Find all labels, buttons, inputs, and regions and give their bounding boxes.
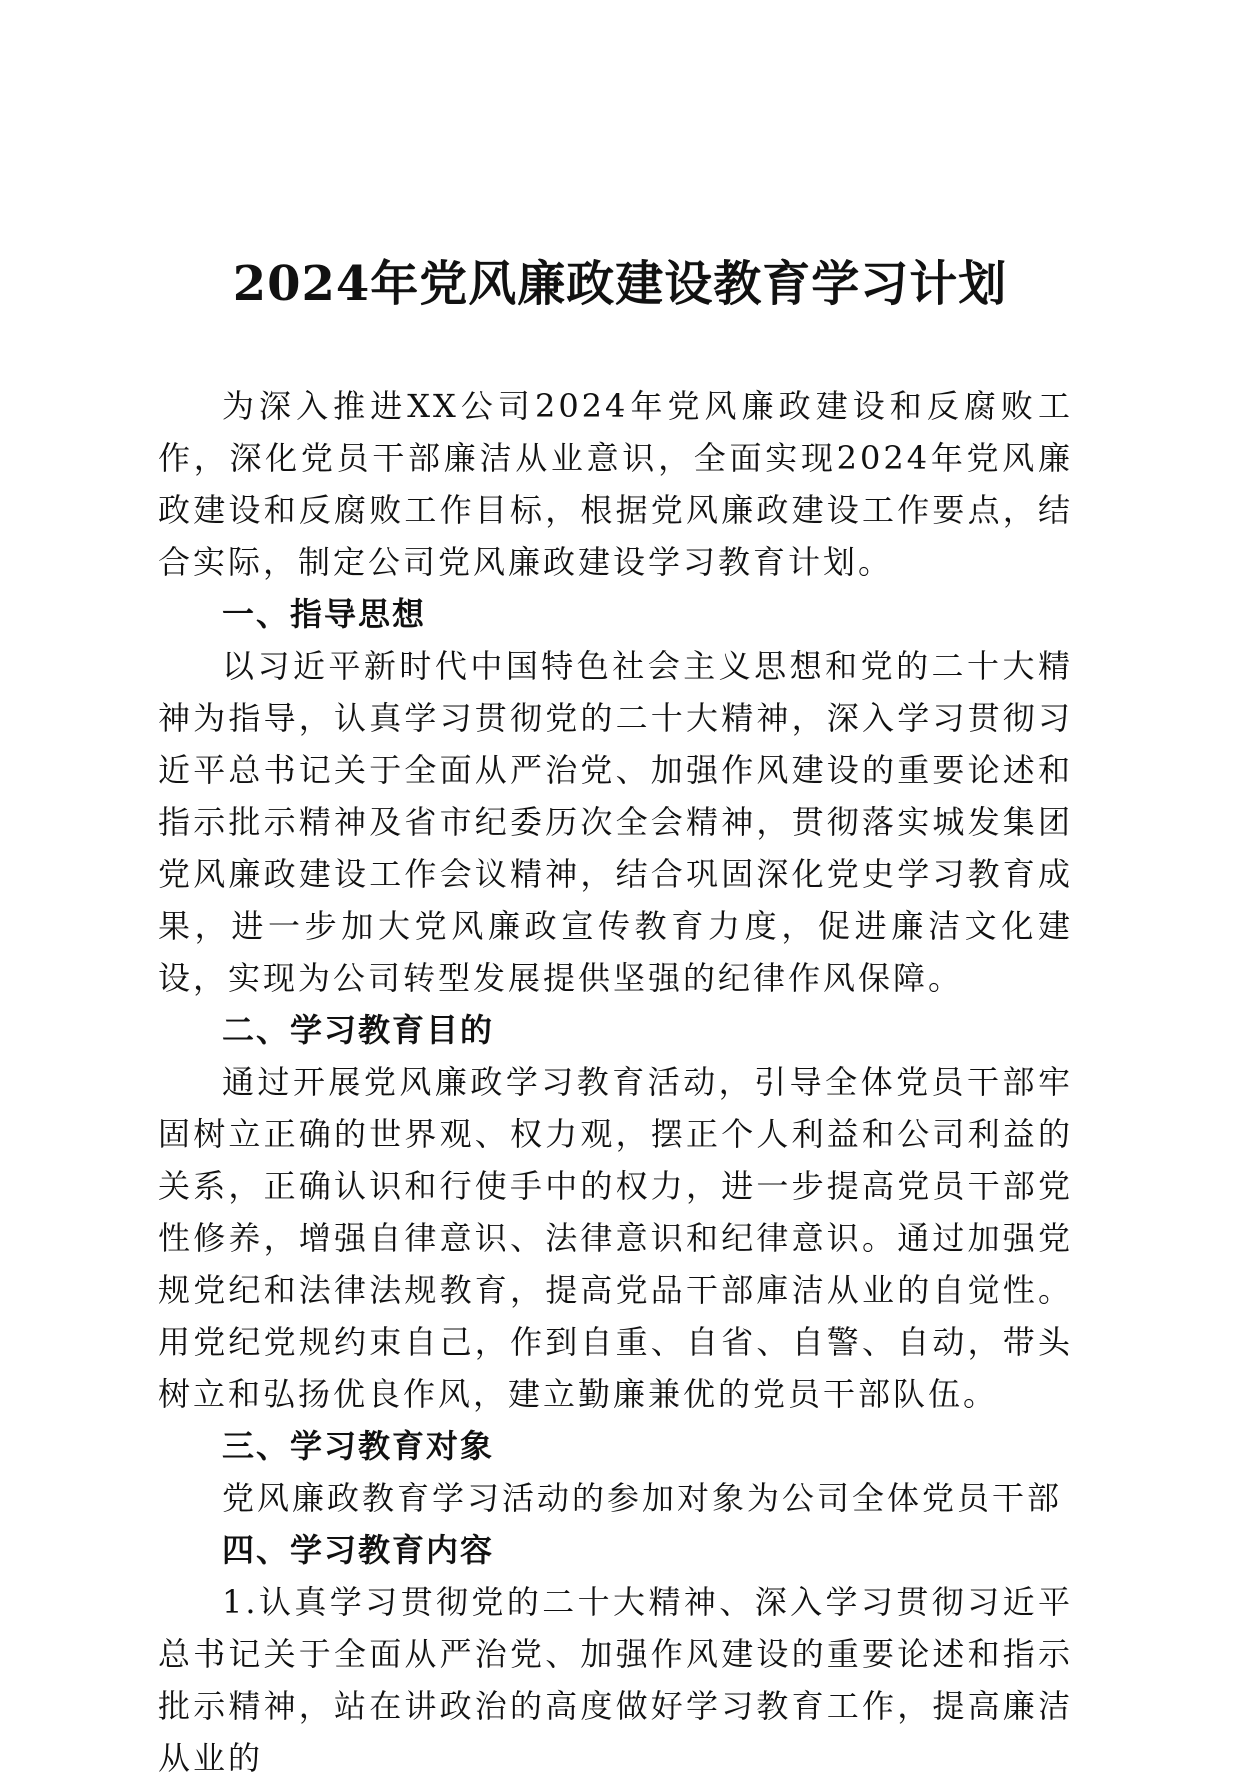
document-body — [158, 380, 1073, 1784]
section-heading-guiding-ideology: 一、指导思想 — [222, 595, 427, 633]
section-paragraph-purpose: 通过开展党风廉政学习教育活动，引导全体党员干部牢固树立正确的世界观、权力观，摆正个人利益和公司利益的关系，正确认识和行使手中的权力，进一步提高党员干部党性修养，增强自律意识、法律意识和纪律意识。通过加强党规党纪和法律法规教育，提高党品干部庫洁从业的自觉性。用党纪党规约束自己，作到自重、自省、自警、自动，带头树立和弘扬优良作风，建立勤廉兼优的党员干部队伍。 — [158, 1063, 1073, 1413]
section-heading-purpose: 二、学习教育目的 — [222, 1011, 495, 1049]
document-title: 2024年党风廉政建设教育学习计划 — [232, 256, 1008, 312]
section-paragraph-content: 1.认真学习贯彻党的二十大精神、深入学习贯彻习近平总书记关于全面从严治党、加强作风建设的重要论述和指示批示精神，站在讲政治的高度做好学习教育工作，提高廉洁从业的 — [158, 1583, 1073, 1777]
section-heading-content: 四、学习教育内容 — [222, 1531, 495, 1569]
section-paragraph-audience: 党风廉政教育学习活动的参加对象为公司全体党员干部 — [222, 1479, 1063, 1517]
section-paragraph-guiding-ideology: 以习近平新时代中国特色社会主义思想和党的二十大精神为指导，认真学习贯彻党的二十大精神，深入学习贯彻习近平总书记关于全面从严治党、加强作风建设的重要论述和指示批示精神及省市纪委历次全会精神，贯彻落实城发集团党风廉政建设工作会议精神，结合巩固深化党史学习教育成果，进一步加大党风廉政宣传教育力度，促进廉洁文化建设，实现为公司转型发展提供坚强的纪律作风保障。 — [158, 647, 1073, 997]
intro-paragraph: 为深入推进XX公司2024年党风廉政建设和反腐败工作，深化党员干部廉洁从业意识，全面实现2024年党风廉政建设和反腐败工作目标，根据党风廉政建设工作要点，结合实际，制定公司党风廉政建设学习教育计划。 — [158, 387, 1073, 581]
section-heading-audience: 三、学习教育对象 — [222, 1427, 495, 1465]
